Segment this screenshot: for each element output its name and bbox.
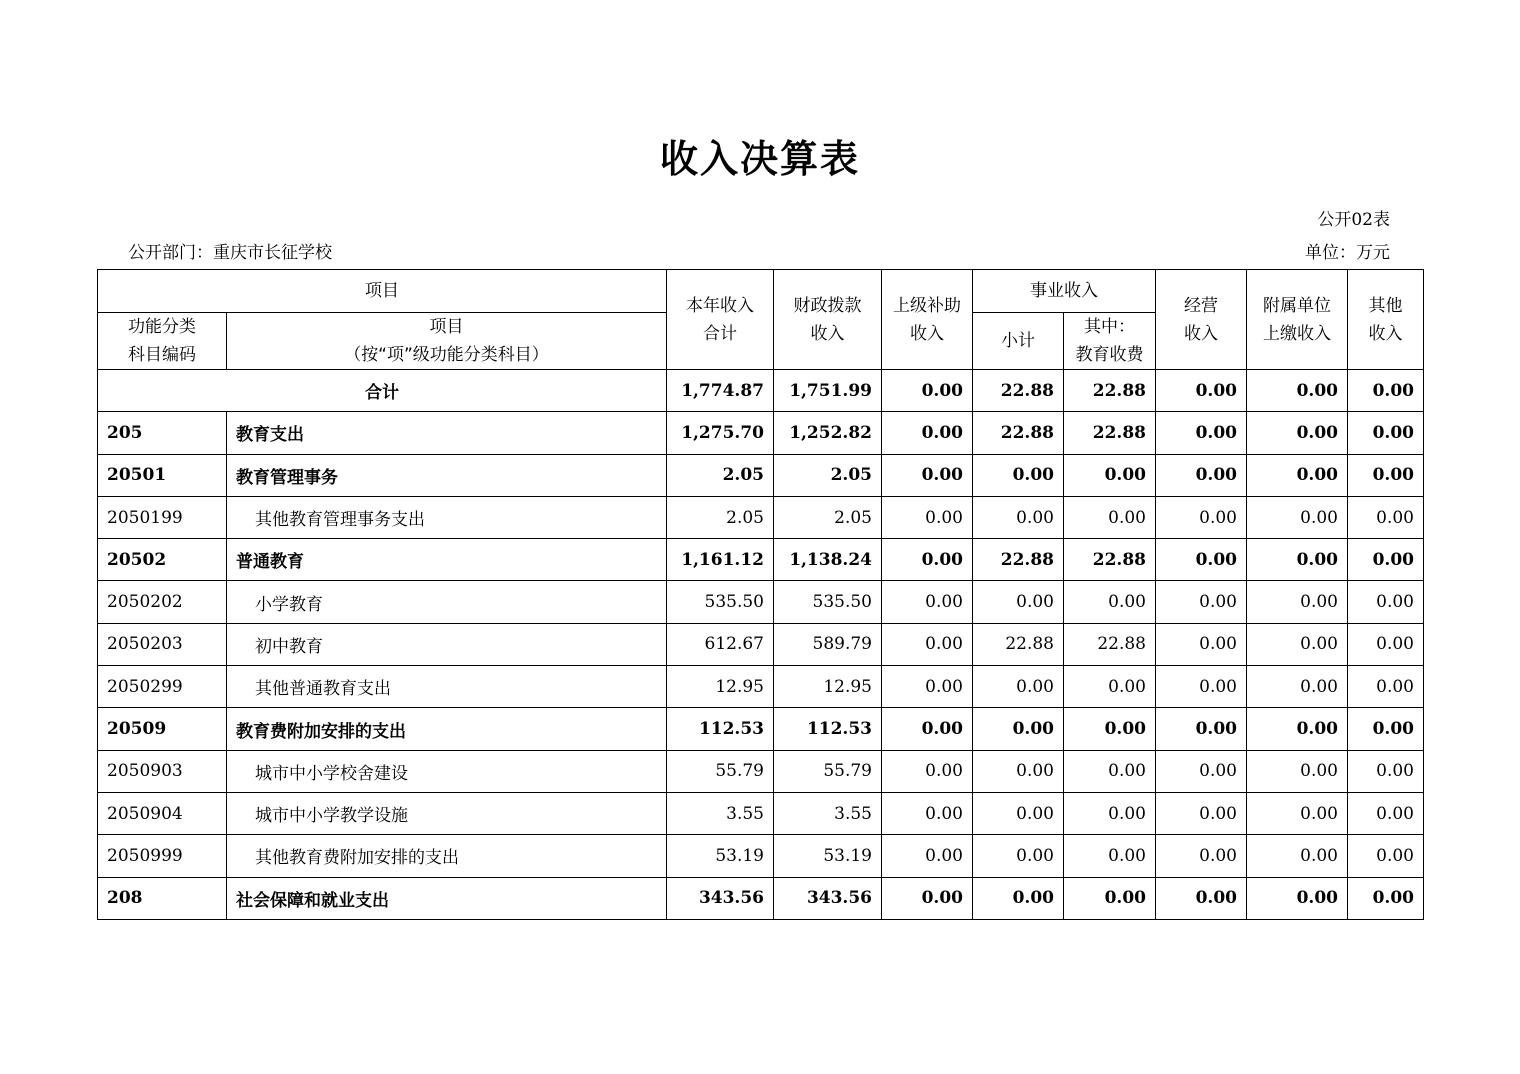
row-value: 0.00 (1156, 581, 1247, 623)
row-code: 205 (98, 412, 227, 454)
header-career-edu: 其中： 教育收费 (1064, 313, 1156, 370)
row-value: 0.00 (1348, 792, 1424, 834)
row-value: 2.05 (667, 454, 774, 496)
row-name: 教育支出 (227, 412, 667, 454)
row-value: 0.00 (973, 666, 1064, 708)
row-value: 0.00 (1156, 708, 1247, 750)
form-number: 公开02表 (1317, 210, 1390, 230)
row-value: 1,275.70 (667, 412, 774, 454)
row-value: 0.00 (1348, 539, 1424, 581)
row-value: 0.00 (1348, 454, 1424, 496)
row-code: 2050299 (98, 666, 227, 708)
table-row (98, 877, 1424, 919)
row-value: 0.00 (1247, 539, 1348, 581)
row-value: 1,138.24 (774, 539, 882, 581)
row-value: 0.00 (1156, 877, 1247, 919)
row-value: 22.88 (973, 539, 1064, 581)
row-name: 其他教育管理事务支出 (227, 496, 667, 538)
row-name: 城市中小学教学设施 (227, 792, 667, 834)
row-value: 0.00 (1348, 412, 1424, 454)
row-code: 208 (98, 877, 227, 919)
row-value: 22.88 (973, 412, 1064, 454)
header-other: 其他 收入 (1348, 270, 1424, 370)
total-value: 0.00 (1156, 370, 1247, 412)
table-row (98, 539, 1424, 581)
table-row (98, 496, 1424, 538)
row-value: 12.95 (667, 666, 774, 708)
row-value: 0.00 (1064, 454, 1156, 496)
table-row (98, 750, 1424, 792)
row-value: 0.00 (1156, 496, 1247, 538)
row-value: 535.50 (774, 581, 882, 623)
row-value: 0.00 (882, 835, 973, 877)
header-superior: 上级补助 收入 (882, 270, 973, 370)
row-value: 0.00 (973, 454, 1064, 496)
table-row (98, 708, 1424, 750)
row-value: 0.00 (973, 581, 1064, 623)
row-code: 20502 (98, 539, 227, 581)
row-value: 0.00 (973, 708, 1064, 750)
row-value: 0.00 (882, 708, 973, 750)
row-value: 22.88 (1064, 539, 1156, 581)
header-business: 经营 收入 (1156, 270, 1247, 370)
row-value: 343.56 (774, 877, 882, 919)
row-value: 0.00 (1156, 412, 1247, 454)
row-value: 0.00 (1247, 708, 1348, 750)
row-value: 0.00 (1064, 666, 1156, 708)
row-code: 2050203 (98, 623, 227, 665)
table-row (98, 792, 1424, 834)
header-project-name: 项目 （按“项”级功能分类科目） (227, 313, 667, 370)
row-value: 0.00 (973, 496, 1064, 538)
row-value: 1,252.82 (774, 412, 882, 454)
row-value: 0.00 (1247, 835, 1348, 877)
row-code: 2050202 (98, 581, 227, 623)
row-value: 0.00 (882, 750, 973, 792)
row-value: 0.00 (1348, 623, 1424, 665)
row-name: 社会保障和就业支出 (227, 877, 667, 919)
row-value: 0.00 (1247, 496, 1348, 538)
row-code: 2050903 (98, 750, 227, 792)
row-value: 0.00 (1348, 835, 1424, 877)
row-value: 0.00 (1247, 877, 1348, 919)
row-value: 0.00 (1064, 877, 1156, 919)
row-value: 0.00 (973, 877, 1064, 919)
row-value: 12.95 (774, 666, 882, 708)
header-career-group: 事业收入 (973, 270, 1156, 313)
row-name: 初中教育 (227, 623, 667, 665)
row-value: 0.00 (1247, 792, 1348, 834)
row-value: 3.55 (667, 792, 774, 834)
row-value: 0.00 (1156, 454, 1247, 496)
row-value: 0.00 (882, 539, 973, 581)
total-value: 0.00 (1348, 370, 1424, 412)
row-name: 普通教育 (227, 539, 667, 581)
row-value: 55.79 (774, 750, 882, 792)
row-value: 0.00 (1064, 581, 1156, 623)
row-value: 22.88 (1064, 623, 1156, 665)
row-value: 0.00 (882, 412, 973, 454)
row-value: 0.00 (1064, 708, 1156, 750)
row-name: 城市中小学校舍建设 (227, 750, 667, 792)
row-value: 22.88 (1064, 412, 1156, 454)
row-value: 0.00 (1348, 581, 1424, 623)
row-value: 0.00 (1348, 708, 1424, 750)
row-value: 612.67 (667, 623, 774, 665)
row-value: 0.00 (1064, 792, 1156, 834)
row-value: 0.00 (1064, 835, 1156, 877)
row-value: 0.00 (1348, 877, 1424, 919)
table-row (98, 412, 1424, 454)
row-value: 0.00 (1247, 412, 1348, 454)
row-value: 535.50 (667, 581, 774, 623)
row-name: 其他普通教育支出 (227, 666, 667, 708)
header-row-1 (98, 270, 1424, 313)
header-career-subtotal: 小计 (973, 313, 1064, 370)
table-row (98, 666, 1424, 708)
row-value: 0.00 (1348, 750, 1424, 792)
unit-label: 单位：万元 (1305, 243, 1390, 263)
page-title: 收入决算表 (659, 137, 860, 181)
header-func-code: 功能分类 科目编码 (98, 313, 227, 370)
row-code: 20509 (98, 708, 227, 750)
row-value: 2.05 (774, 454, 882, 496)
row-value: 0.00 (973, 792, 1064, 834)
row-code: 2050199 (98, 496, 227, 538)
table-row (98, 623, 1424, 665)
header-affiliated: 附属单位 上缴收入 (1247, 270, 1348, 370)
row-name: 教育管理事务 (227, 454, 667, 496)
row-value: 3.55 (774, 792, 882, 834)
total-row (98, 370, 1424, 412)
row-name: 其他教育费附加安排的支出 (227, 835, 667, 877)
header-fiscal: 财政拨款 收入 (774, 270, 882, 370)
row-value: 2.05 (774, 496, 882, 538)
row-value: 0.00 (882, 454, 973, 496)
row-value: 0.00 (1247, 750, 1348, 792)
table-row (98, 581, 1424, 623)
row-value: 0.00 (1156, 623, 1247, 665)
row-value: 0.00 (882, 877, 973, 919)
table-row (98, 454, 1424, 496)
row-value: 0.00 (1247, 623, 1348, 665)
table-body (98, 412, 1424, 920)
row-value: 343.56 (667, 877, 774, 919)
total-value: 0.00 (882, 370, 973, 412)
row-value: 55.79 (667, 750, 774, 792)
row-value: 0.00 (882, 581, 973, 623)
header-project-group: 项目 (98, 270, 667, 313)
row-value: 0.00 (1247, 581, 1348, 623)
row-value: 0.00 (1156, 539, 1247, 581)
row-value: 0.00 (882, 623, 973, 665)
row-value: 0.00 (1156, 750, 1247, 792)
row-code: 2050904 (98, 792, 227, 834)
row-value: 2.05 (667, 496, 774, 538)
row-value: 0.00 (1064, 496, 1156, 538)
row-value: 22.88 (973, 623, 1064, 665)
row-value: 0.00 (1247, 454, 1348, 496)
total-value: 22.88 (1064, 370, 1156, 412)
row-value: 589.79 (774, 623, 882, 665)
row-value: 53.19 (667, 835, 774, 877)
row-value: 0.00 (882, 666, 973, 708)
income-table (97, 269, 1424, 920)
row-name: 教育费附加安排的支出 (227, 708, 667, 750)
row-value: 53.19 (774, 835, 882, 877)
total-value: 1,751.99 (774, 370, 882, 412)
row-name: 小学教育 (227, 581, 667, 623)
row-value: 0.00 (1348, 666, 1424, 708)
total-value: 22.88 (973, 370, 1064, 412)
row-value: 0.00 (1064, 750, 1156, 792)
row-value: 1,161.12 (667, 539, 774, 581)
row-value: 0.00 (973, 835, 1064, 877)
row-value: 0.00 (882, 792, 973, 834)
total-value: 0.00 (1247, 370, 1348, 412)
row-value: 0.00 (973, 750, 1064, 792)
row-value: 0.00 (882, 496, 973, 538)
row-value: 0.00 (1348, 496, 1424, 538)
table-row (98, 835, 1424, 877)
total-label: 合计 (98, 370, 667, 412)
row-code: 2050999 (98, 835, 227, 877)
total-value: 1,774.87 (667, 370, 774, 412)
row-value: 112.53 (774, 708, 882, 750)
row-value: 0.00 (1156, 835, 1247, 877)
row-value: 0.00 (1247, 666, 1348, 708)
row-value: 112.53 (667, 708, 774, 750)
header-total: 本年收入 合计 (667, 270, 774, 370)
row-value: 0.00 (1156, 666, 1247, 708)
row-code: 20501 (98, 454, 227, 496)
row-value: 0.00 (1156, 792, 1247, 834)
department-label: 公开部门：重庆市长征学校 (128, 243, 332, 263)
